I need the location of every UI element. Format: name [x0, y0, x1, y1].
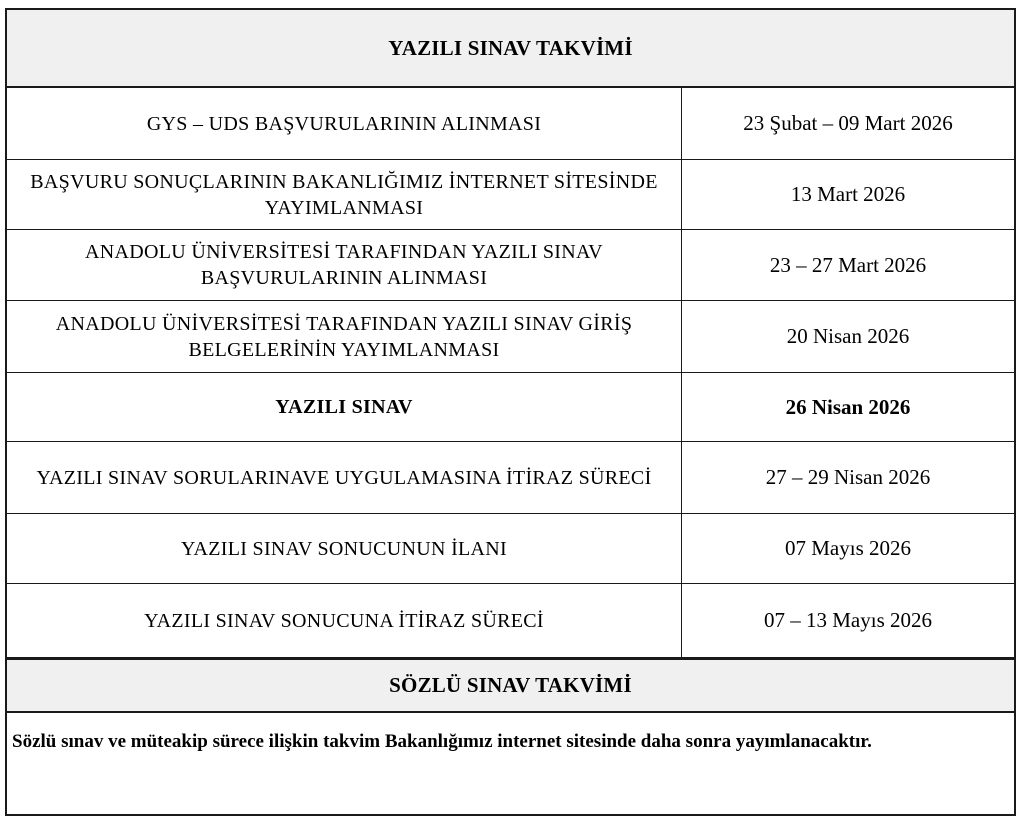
event-cell: YAZILI SINAV SONUCUNUN İLANI — [7, 514, 682, 583]
table-row — [7, 160, 1014, 230]
event-cell: YAZILI SINAV SONUCUNA İTİRAZ SÜRECİ — [7, 584, 682, 657]
event-cell: ANADOLU ÜNİVERSİTESİ TARAFINDAN YAZILI SINAV BAŞVURULARININ ALINMASI — [7, 230, 682, 300]
event-cell: YAZILI SINAV — [7, 373, 682, 441]
date-cell: 27 – 29 Nisan 2026 — [765, 465, 931, 489]
event-cell: ANADOLU ÜNİVERSİTESİ TARAFINDAN YAZILI SINAV GİRİŞ BELGELERİNİN YAYIMLANMASI — [7, 301, 682, 372]
date-cell: 23 – 27 Mart 2026 — [769, 252, 927, 277]
oral-exam-note: Sözlü sınav ve müteakip sürece ilişkin takvim Bakanlığımız internet sitesinde daha sonra yayımlanacaktır. — [12, 731, 872, 752]
date-cell: 07 – 13 Mayıs 2026 — [764, 608, 932, 632]
table-row — [7, 301, 1014, 373]
date-cell: 07 Mayıs 2026 — [785, 536, 911, 560]
date-cell: 26 Nisan 2026 — [785, 394, 911, 419]
table-row — [7, 230, 1014, 301]
table-row — [7, 514, 1014, 584]
table-row — [7, 88, 1014, 160]
table-row — [7, 442, 1014, 514]
date-cell: 23 Şubat – 09 Mart 2026 — [743, 111, 953, 135]
event-cell: YAZILI SINAV SORULARINAVE UYGULAMASINA İTİRAZ SÜRECİ — [7, 442, 682, 513]
table-row — [7, 584, 1014, 657]
table-row — [7, 373, 1014, 442]
written-exam-rows — [7, 88, 1014, 657]
date-cell: 20 Nisan 2026 — [786, 324, 910, 348]
oral-exam-calendar-title: SÖZLÜ SINAV TAKVİMİ — [7, 657, 1014, 713]
written-exam-calendar-title: YAZILI SINAV TAKVİMİ — [7, 10, 1014, 88]
date-cell: 13 Mart 2026 — [790, 182, 906, 206]
exam-calendar-table — [5, 8, 1016, 816]
event-cell: BAŞVURU SONUÇLARININ BAKANLIĞIMIZ İNTERNET SİTESİNDE YAYIMLANMASI — [7, 160, 682, 229]
event-cell: GYS – UDS BAŞVURULARININ ALINMASI — [7, 88, 682, 159]
